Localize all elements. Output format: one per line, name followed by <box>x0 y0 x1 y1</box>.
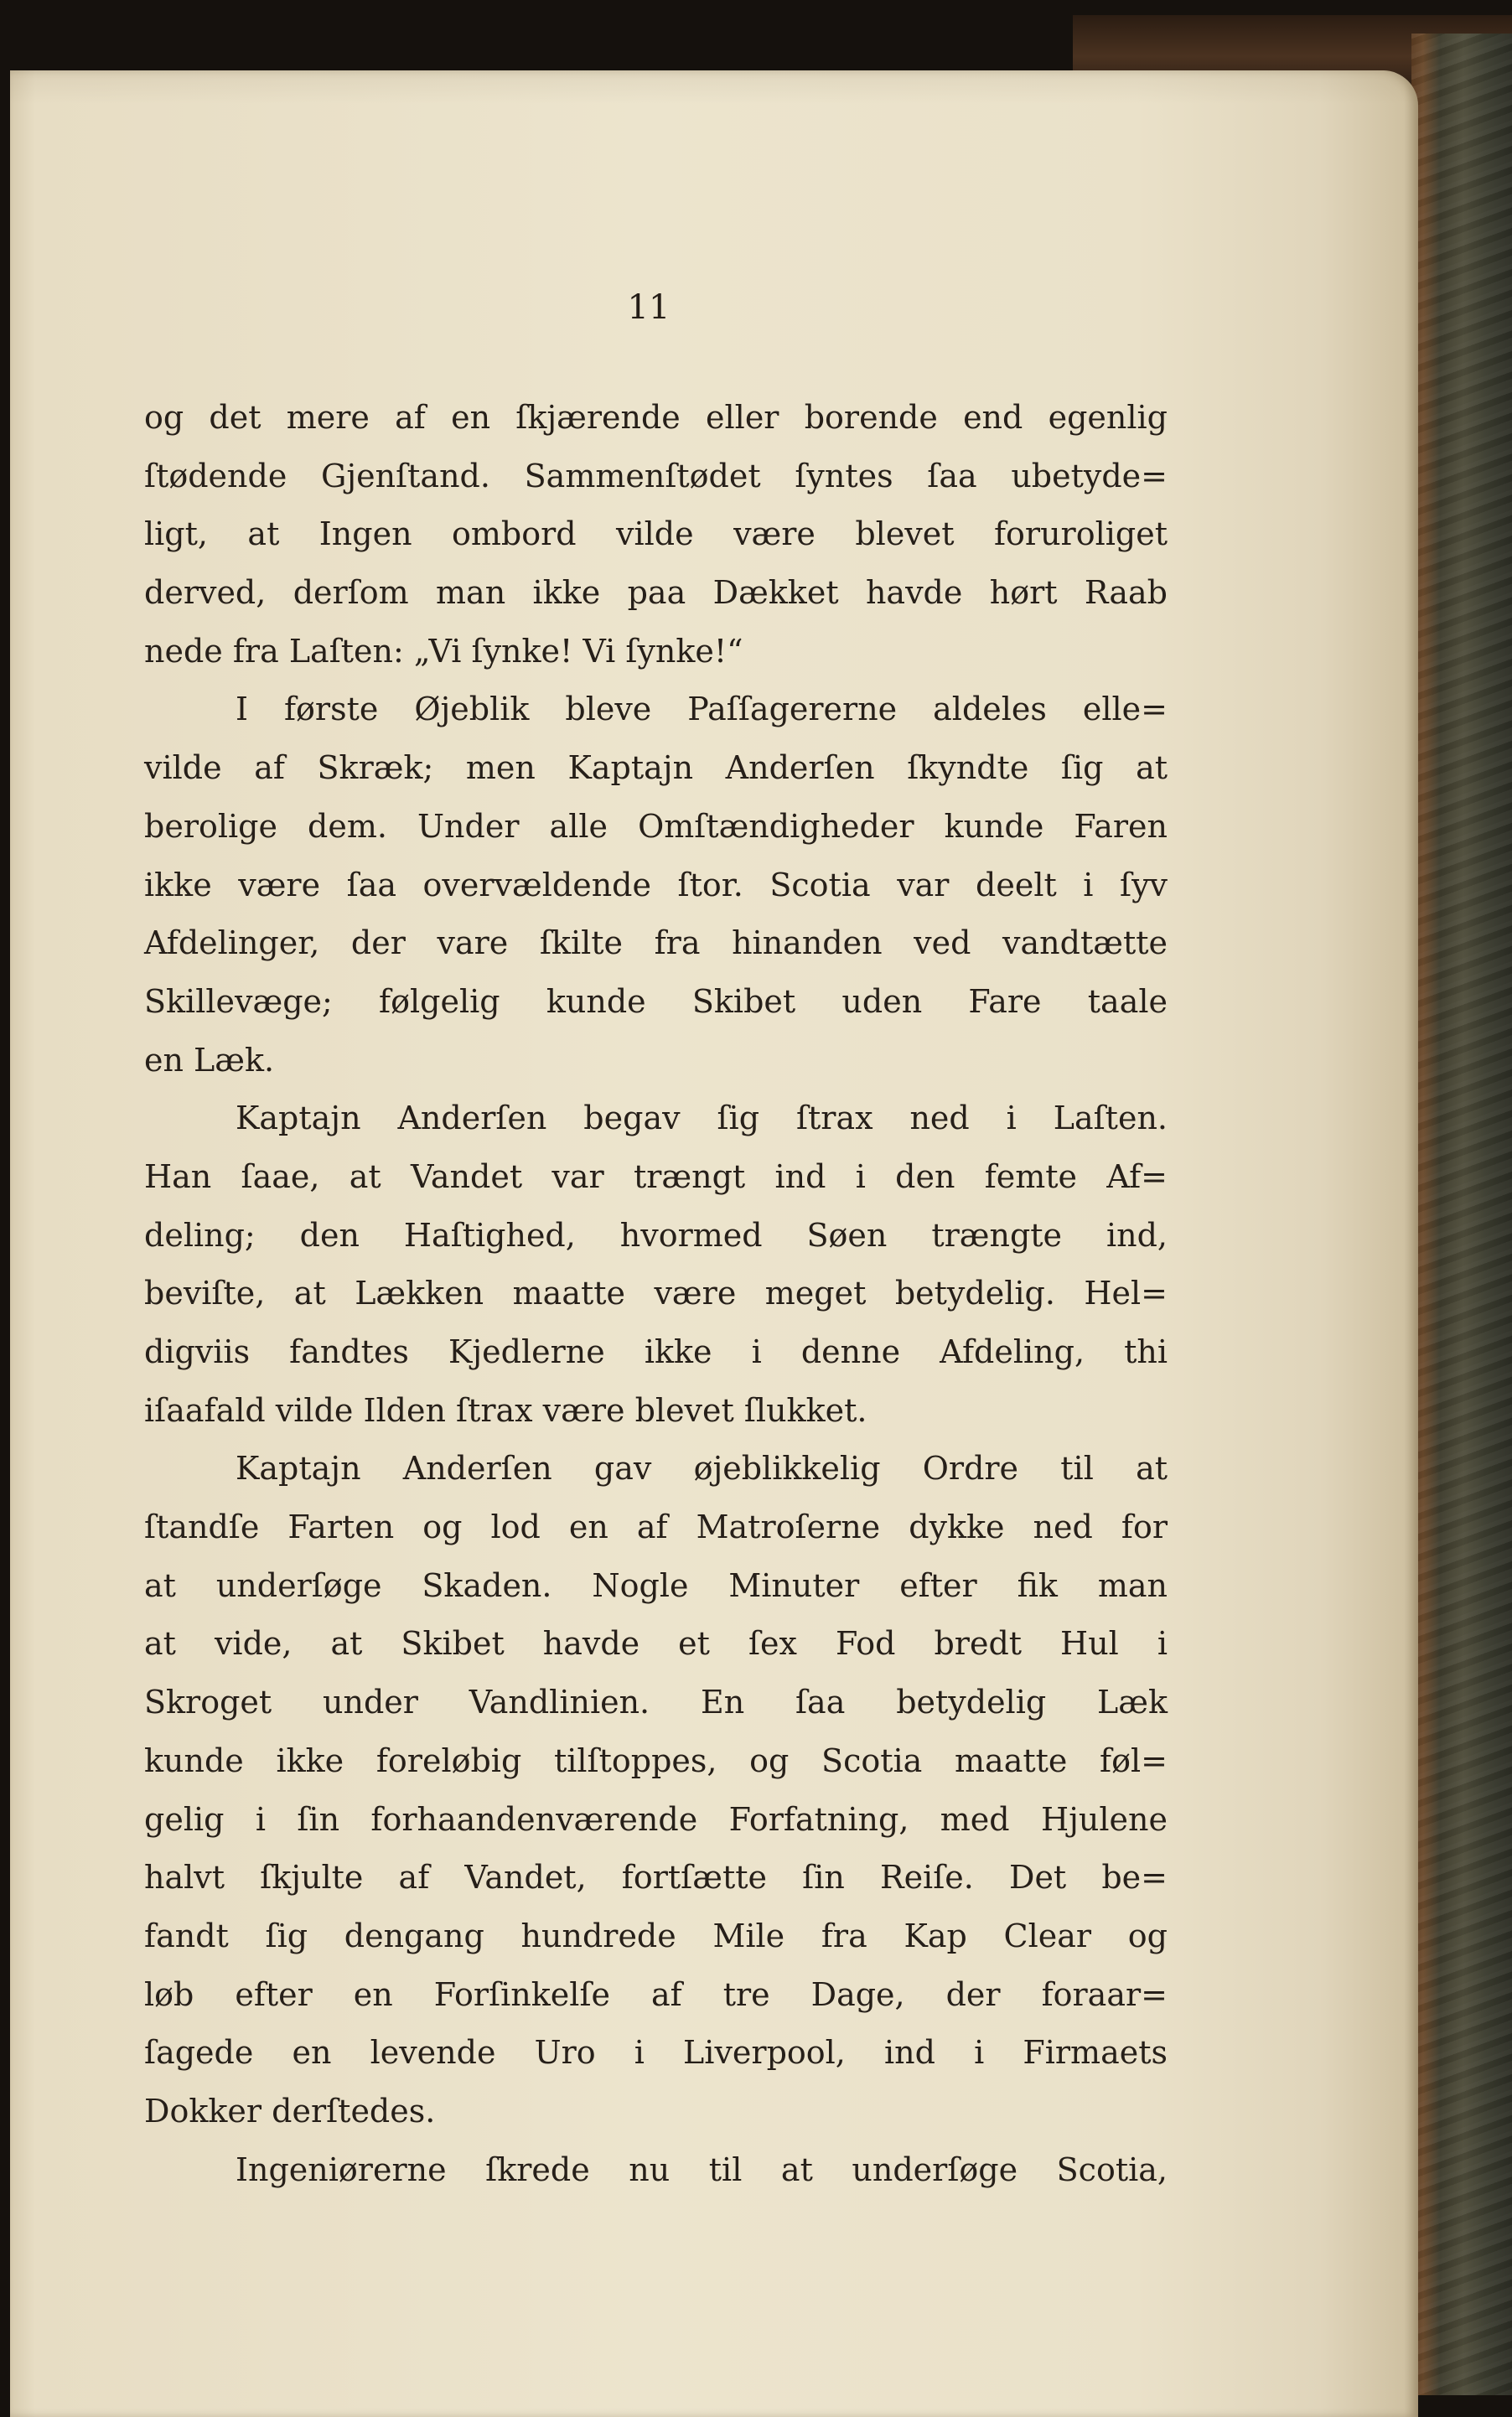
text-line: at underſøge Skaden. Nogle Minuter efter fik man <box>144 1566 1168 1604</box>
text-line: I første Øjeblik bleve Paſſagererne aldeles elle= <box>236 691 1168 728</box>
text-line: en Læk. <box>144 1041 275 1079</box>
book-page <box>10 70 1418 2417</box>
text-line: Kaptajn Anderſen begav ſig ſtrax ned i Laſten. <box>236 1100 1168 1137</box>
text-line: ligt, at Ingen ombord vilde være blevet foruroliget <box>144 515 1168 553</box>
text-line: iſaafald vilde Ilden ſtrax være blevet ſlukket. <box>144 1391 867 1429</box>
text-line: ikke være ſaa overvældende ſtor. Scotia var deelt i ſyv <box>144 866 1168 903</box>
text-line: løb efter en Forſinkelſe af tre Dage, der foraar= <box>144 1975 1168 2013</box>
text-line: digviis fandtes Kjedlerne ikke i denne Afdeling, thi <box>144 1333 1168 1370</box>
page-number: 11 <box>627 288 671 327</box>
text-line: og det mere af en ſkjærende eller borende end egenlig <box>144 399 1168 436</box>
text-line: beviſte, at Lækken maatte være meget betydelig. Hel= <box>144 1275 1168 1312</box>
text-line: Afdelinger, der vare ſkilte fra hinanden ved vandtætte <box>144 924 1168 962</box>
text-line: berolige dem. Under alle Omſtændigheder kunde Faren <box>144 807 1168 845</box>
text-line: Han ſaae, at Vandet var trængt ind i den femte Af= <box>144 1157 1168 1195</box>
text-line: halvt ſkjulte af Vandet, fortſætte ſin Reiſe. Det be= <box>144 1859 1168 1897</box>
text-line: ſagede en levende Uro i Liverpool, ind i Firmaets <box>144 2034 1168 2072</box>
text-line: Ingeniørerne ſkrede nu til at underſøge Scotia, <box>236 2150 1168 2188</box>
book-binding-edge <box>1411 34 1512 2395</box>
text-line: derved, derſom man ikke paa Dækket havde hørt Raab <box>144 574 1168 612</box>
text-line: ſtandſe Farten og lod en af Matroſerne dykke ned for <box>144 1509 1168 1546</box>
text-line: vilde af Skræk; men Kaptajn Anderſen ſkyndte ſig at <box>144 749 1168 787</box>
text-line: deling; den Haſtighed, hvormed Søen trængte ind, <box>144 1216 1168 1254</box>
text-line: kunde ikke foreløbig tilſtoppes, og Scotia maatte føl= <box>144 1742 1168 1779</box>
text-line: nede fra Laſten: „Vi ſynke! Vi ſynke!“ <box>144 632 743 670</box>
text-line: at vide, at Skibet havde et ſex Fod bredt Hul i <box>144 1625 1168 1663</box>
text-line: Skroget under Vandlinien. En ſaa betydelig Læk <box>144 1684 1168 1721</box>
text-line: Dokker derſtedes. <box>144 2092 436 2130</box>
body-text <box>144 389 1168 2199</box>
text-line: Kaptajn Anderſen gav øjeblikkelig Ordre til at <box>236 1450 1168 1488</box>
text-line: gelig i ſin forhaandenværende Forfatning, med Hjulene <box>144 1800 1168 1838</box>
text-line: Skillevæge; følgelig kunde Skibet uden Fare taale <box>144 982 1168 1020</box>
text-line: ſtødende Gjenſtand. Sammenſtødet ſyntes ſaa ubetyde= <box>144 457 1168 494</box>
text-line: fandt ſig dengang hundrede Mile fra Kap Clear og <box>144 1917 1168 1954</box>
